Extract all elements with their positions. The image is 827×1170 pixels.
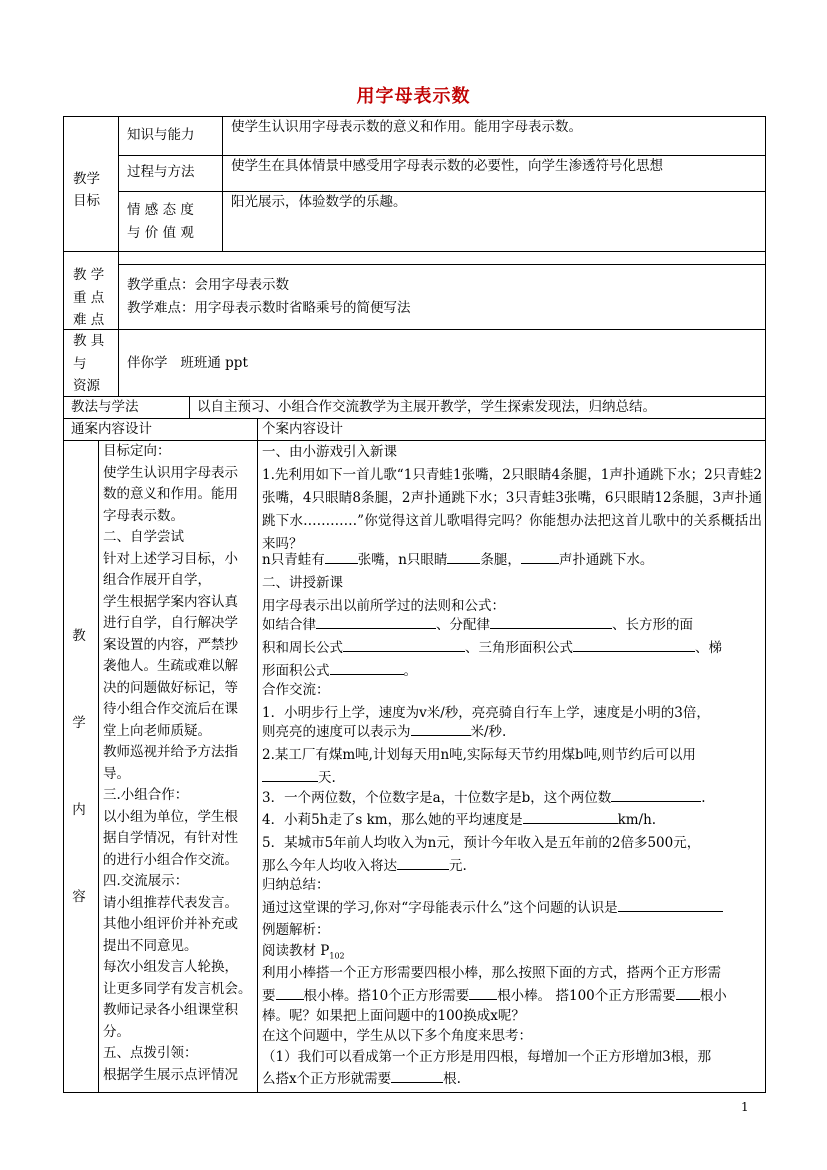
- blank-line-text: 积和周长公式 、三角形面积公式 、梯: [262, 640, 722, 656]
- section-heading: 例题解析：: [262, 922, 330, 938]
- side-label-char: 内: [72, 802, 86, 818]
- keypoints-label: 教 学: [73, 267, 105, 283]
- common-design-line: 每次小组发言人轮换，: [103, 959, 238, 975]
- paragraph: 2.某工厂有煤m吨,计划每天用n吨,实际每天节约用煤b吨,则节约后可以用: [262, 747, 696, 763]
- common-design-line: 堂上向老师质疑。: [103, 722, 211, 739]
- paragraph: 在这个问题中，学生从以下多个角度来思考：: [262, 1028, 532, 1044]
- common-design-line: 使学生认识用字母表示: [103, 464, 238, 481]
- common-design-line: 请小组推荐代表发言。: [103, 894, 238, 911]
- common-design-header: 通案内容设计: [71, 421, 152, 437]
- section-heading: 归纳总结：: [262, 877, 330, 893]
- common-design-line: 组合作展开自学，: [103, 572, 211, 588]
- blank-line-text: 3．一个两位数，个位数字是a，十位数字是b，这个两位数 .: [262, 790, 706, 806]
- common-design-line: 数的意义和作用。能用: [103, 486, 238, 502]
- column-divider: [222, 116, 223, 251]
- paragraph: 棒。呢？如果把上面问题中的100换成x呢？: [262, 1008, 525, 1024]
- common-design-line: 以小组为单位，学生根: [103, 808, 238, 825]
- keypoints-label: 重 点: [73, 290, 105, 306]
- row-divider: [118, 191, 766, 192]
- paragraph: 用字母表示出以前所学过的法则和公式：: [262, 598, 505, 614]
- paragraph: （1）我们可以看成第一个正方形是用四根，每增加一个正方形增加3根，那: [262, 1049, 712, 1065]
- textbook-reference: 阅读教材 $P_{102}$: [262, 943, 345, 961]
- column-divider: [189, 396, 190, 418]
- blank-line-text: 则亮亮的速度可以表示为 米/秒.: [262, 724, 507, 740]
- column-divider: [118, 116, 119, 396]
- page-number: 1: [741, 1100, 749, 1114]
- goals-label-line: 目标: [73, 193, 100, 209]
- goal-row-content: 使学生认识用字母表示数的意义和作用。能用字母表示数。: [231, 119, 582, 135]
- common-design-column: [103, 441, 255, 1086]
- blank-line-text: 通过这堂课的学习,你对“字母能表示什么”这个问题的认识是: [262, 897, 723, 920]
- common-design-line: 根据学生展示点评情况: [103, 1066, 238, 1083]
- teaching-difficulty: 教学难点：用字母表示数时省略乘号的简便写法: [127, 300, 411, 316]
- common-design-line: 进行自学，自行解决学: [103, 615, 238, 631]
- common-design-line: 字母表示数。: [103, 507, 184, 524]
- common-design-line: 二、自学尝试: [103, 529, 184, 545]
- blank-line-text: 4．小莉5h走了s km，那么她的平均速度是 km/h.: [262, 812, 657, 828]
- paragraph: 利用小棒搭一个正方形需要四根小棒，那么按照下面的方式，搭两个正方形需: [262, 965, 721, 981]
- common-design-line: 三.小组合作：: [103, 787, 189, 803]
- side-label-char: 学: [72, 715, 86, 731]
- common-design-line: 四.交流展示：: [103, 873, 189, 889]
- common-design-line: 的进行小组合作交流。: [103, 851, 238, 868]
- blank-line-text: 么搭x个正方形就需要 根.: [262, 1071, 461, 1087]
- blank-line-text: 那么今年人均收入将达 元.: [262, 858, 467, 874]
- blank-line-text: 形面积公式 。: [262, 663, 417, 679]
- goal-row-label: 情 感 态 度: [127, 202, 194, 218]
- goals-label-line: 教学: [73, 171, 100, 187]
- goal-row-content: 使学生在具体情景中感受用字母表示数的必要性，向学生渗透符号化思想: [231, 158, 663, 174]
- common-design-line: 其他小组评价并补充或: [103, 916, 238, 932]
- teaching-focus: 教学重点：会用字母表示数: [127, 277, 289, 293]
- methods-content: 以自主预习、小组合作交流教学为主展开教学，学生探索发现法，归纳总结。: [197, 399, 656, 415]
- tools-content: 伴你学 班班通 ppt: [127, 355, 248, 371]
- row-divider: [63, 329, 766, 330]
- tools-label: 教 具: [73, 333, 105, 349]
- common-design-line: 案设置的内容，严禁抄: [103, 636, 238, 653]
- paragraph: 1.先利用如下一首儿歌“1只青蛙1张嘴，2只眼睛4条腿，1声扑通跳下水；2只青蛙2张嘴，4只眼睛8条腿，2声扑通跳下水；3只青蛙3张嘴，6只眼睛12条腿，3声扑通跳下水…………”你觉得这首儿歌唱得完吗？你能想办法把这首儿歌中的关系概括出来吗？: [262, 467, 762, 552]
- common-design-line: 据自学情况，有针对性: [103, 830, 238, 846]
- common-design-line: 教师巡视并给予方法指: [103, 744, 238, 760]
- section-heading: 合作交流：: [262, 682, 330, 698]
- common-design-line: 目标定向：: [103, 443, 171, 459]
- common-design-line: 学生根据学案内容认真: [103, 593, 238, 610]
- goal-row-label: 知识与能力: [127, 127, 195, 143]
- paragraph: 5．某城市5年前人均收入为n元，预计今年收入是五年前的2倍多500元，: [262, 835, 701, 851]
- common-design-line: 决的问题做好标记，等: [103, 679, 238, 696]
- row-divider: [118, 264, 766, 265]
- blank-line-text: 要 根小棒。搭10个正方形需要 根小棒。 搭100个正方形需要 根小: [262, 988, 727, 1004]
- blank-line-text: 如结合律 、分配律 、长方形的面: [262, 617, 693, 633]
- paragraph: 1．小明步行上学，速度为v米/秒，亮亮骑自行车上学，速度是小明的3倍，: [262, 705, 710, 721]
- side-label-char: 容: [72, 889, 86, 905]
- row-divider: [63, 251, 766, 252]
- blank-line-text: n只青蛙有 张嘴，n只眼睛 条腿， 声扑通跳下水。: [262, 552, 654, 568]
- goal-row-label: 过程与方法: [127, 164, 195, 180]
- common-design-line: 导。: [103, 765, 130, 782]
- tools-label: 资源: [73, 378, 100, 394]
- section-heading: 一、由小游戏引入新课: [262, 444, 397, 460]
- methods-label: 教法与学法: [71, 399, 139, 415]
- common-design-line: 提出不同意见。: [103, 937, 198, 954]
- page-title: 用字母表示数: [356, 86, 471, 107]
- blank-line-text: 天.: [262, 767, 336, 790]
- individual-design-header: 个案内容设计: [262, 421, 343, 437]
- common-design-line: 针对上述学习目标，小: [103, 550, 238, 567]
- common-design-line: 分。: [103, 1023, 130, 1040]
- goals-label: [73, 190, 100, 213]
- common-design-line: 袭他人。生疏或难以解: [103, 658, 238, 674]
- section-heading: 二、讲授新课: [262, 575, 343, 591]
- common-design-line: 待小组合作交流后在课: [103, 701, 238, 717]
- goals-label: [73, 168, 100, 191]
- goal-row-label: 与 价 值 观: [127, 225, 194, 241]
- column-divider: [257, 418, 258, 1093]
- column-divider: [98, 440, 99, 1093]
- side-label-char: 教: [72, 628, 86, 644]
- goal-row-content: 阳光展示，体验数学的乐趣。: [231, 194, 407, 210]
- common-design-line: 教师记录各小组课堂积: [103, 1002, 238, 1018]
- common-design-line: 五、点拨引领：: [103, 1045, 198, 1061]
- common-design-line: 让更多同学有发言机会。: [103, 980, 252, 997]
- keypoints-label: 难 点: [73, 312, 105, 328]
- tools-label: 与: [73, 356, 87, 372]
